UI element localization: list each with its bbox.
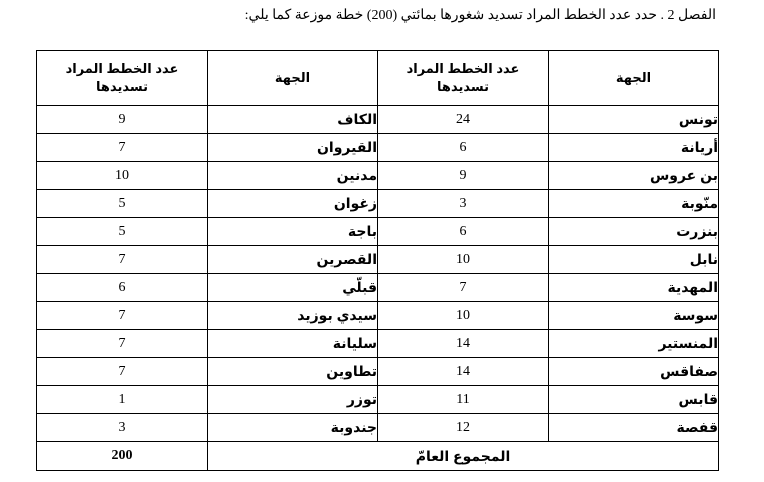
- region-count: 7: [37, 302, 208, 330]
- region-name: توزر: [208, 386, 378, 414]
- region-count: 10: [378, 246, 549, 274]
- region-count: 7: [37, 246, 208, 274]
- table-row: [37, 274, 719, 302]
- table-body: [37, 106, 719, 471]
- region-name: قابس: [549, 386, 719, 414]
- region-name: صفاقس: [549, 358, 719, 386]
- region-count: 11: [378, 386, 549, 414]
- table-row: [37, 218, 719, 246]
- region-count: 3: [378, 190, 549, 218]
- region-count: 7: [37, 330, 208, 358]
- table-row: [37, 302, 719, 330]
- region-name: المهدية: [549, 274, 719, 302]
- table-row: [37, 246, 719, 274]
- total-row: [37, 442, 719, 471]
- region-name: القصرين: [208, 246, 378, 274]
- region-name: تونس: [549, 106, 719, 134]
- region-name: سيدي بوزيد: [208, 302, 378, 330]
- header-region-1: الجهة: [549, 51, 719, 106]
- region-count: 6: [37, 274, 208, 302]
- total-value: 200: [37, 442, 208, 471]
- region-name: سوسة: [549, 302, 719, 330]
- region-count: 14: [378, 330, 549, 358]
- region-name: جندوبة: [208, 414, 378, 442]
- table-row: [37, 190, 719, 218]
- region-name: بن عروس: [549, 162, 719, 190]
- region-count: 9: [37, 106, 208, 134]
- region-name: قبلّي: [208, 274, 378, 302]
- header-region-2: الجهة: [208, 51, 378, 106]
- region-count: 10: [378, 302, 549, 330]
- region-count: 7: [37, 358, 208, 386]
- region-count: 3: [37, 414, 208, 442]
- table-row: [37, 106, 719, 134]
- region-name: قفصة: [549, 414, 719, 442]
- table-row: [37, 358, 719, 386]
- table-row: [37, 162, 719, 190]
- region-count: 9: [378, 162, 549, 190]
- region-count: 6: [378, 134, 549, 162]
- region-name: بنزرت: [549, 218, 719, 246]
- region-name: زغوان: [208, 190, 378, 218]
- region-count: 1: [37, 386, 208, 414]
- table-row: [37, 134, 719, 162]
- region-name: القيروان: [208, 134, 378, 162]
- header-count-1: عدد الخطط المراد تسديدها: [378, 51, 549, 106]
- region-name: تطاوين: [208, 358, 378, 386]
- table-row: [37, 330, 719, 358]
- region-name: سليانة: [208, 330, 378, 358]
- table-row: [37, 386, 719, 414]
- article-intro: الفصل 2 . حدد عدد الخطط المراد تسديد شغورها بمائتي (200) خطة موزعة كما يلي:: [244, 8, 716, 23]
- header-count-2: عدد الخطط المراد تسديدها: [37, 51, 208, 106]
- total-label: المجموع العامّ: [208, 442, 719, 471]
- region-count: 24: [378, 106, 549, 134]
- region-name: أريانة: [549, 134, 719, 162]
- region-name: باجة: [208, 218, 378, 246]
- table-header-row: [37, 51, 719, 106]
- region-name: نابل: [549, 246, 719, 274]
- region-count: 12: [378, 414, 549, 442]
- region-count: 5: [37, 218, 208, 246]
- region-count: 6: [378, 218, 549, 246]
- distribution-table: [36, 50, 719, 471]
- table-row: [37, 414, 719, 442]
- region-count: 7: [37, 134, 208, 162]
- region-count: 5: [37, 190, 208, 218]
- region-count: 10: [37, 162, 208, 190]
- region-name: المنستير: [549, 330, 719, 358]
- region-name: الكاف: [208, 106, 378, 134]
- region-name: مدنين: [208, 162, 378, 190]
- region-count: 7: [378, 274, 549, 302]
- region-count: 14: [378, 358, 549, 386]
- region-name: منّوبة: [549, 190, 719, 218]
